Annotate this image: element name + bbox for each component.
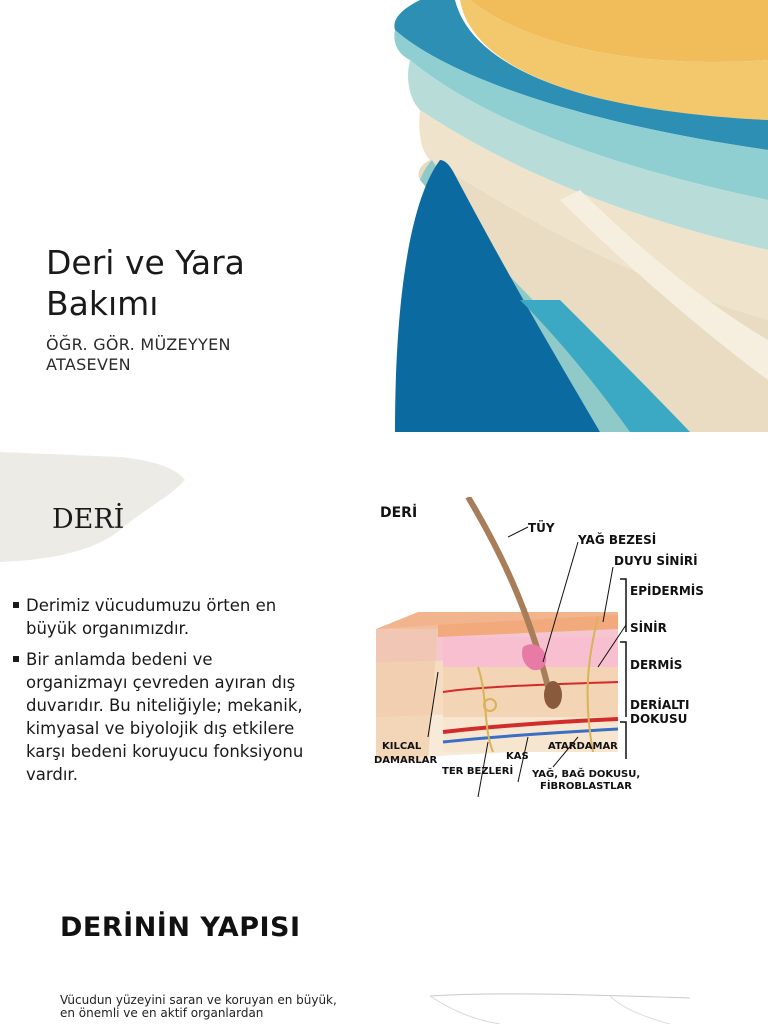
bullet-text: Derimiz vücudumuzu örten en büyük organımızdır.: [26, 596, 277, 638]
slide-title: DERİNİN YAPISI: [60, 912, 301, 943]
label-dermis: DERMİS: [630, 658, 683, 672]
bullet-square-icon: [13, 602, 19, 608]
bullet-square-icon: [13, 656, 19, 662]
skin-slide: [0, 432, 768, 864]
author-name: ÖĞR. GÖR. MÜZEYYEN ATASEVEN: [46, 335, 231, 374]
bullet-item: [12, 648, 312, 786]
slide-title: DERİ: [52, 504, 125, 535]
label-atardamar: ATARDAMAR: [548, 741, 618, 752]
label-kas: KAS: [506, 751, 529, 762]
presentation-title: Deri ve Yara Bakımı: [46, 243, 245, 323]
bullet-text: Bir anlamda bedeni ve organizmayı çevreden ayıran dış duvarıdır. Bu niteliğiyle; mekanik, kimyasal ve biyolojik dış etkilere karşı bedeni koruyucu fonksiyonu vardır.: [26, 650, 304, 784]
skin-anatomy-diagram: [368, 497, 768, 817]
label-derialti-2: DOKUSU: [630, 712, 688, 726]
label-derialti-1: DERİALTI: [630, 698, 690, 712]
bullet-list: [12, 594, 312, 794]
slide-body-text: Vücudun yüzeyini saran ve koruyan en büyük, en önemli ve en aktif organlardan: [60, 993, 337, 1020]
label-yag-bezesi: YAĞ BEZESİ: [578, 533, 657, 547]
title-slide: [0, 0, 768, 432]
decorative-sketch-lines: [410, 984, 710, 1024]
label-duyu-siniri: DUYU SİNİRİ: [614, 554, 698, 568]
label-sinir: SİNİR: [630, 621, 667, 635]
skin-structure-slide: [0, 864, 768, 1024]
label-kilcal-2: DAMARLAR: [374, 755, 438, 766]
label-yag-bag-2: FİBROBLASTLAR: [540, 781, 632, 792]
label-tuy: TÜY: [528, 521, 555, 535]
bullet-item: [12, 594, 312, 640]
label-kilcal-1: KILCAL: [382, 741, 422, 752]
diagram-title: DERİ: [380, 505, 418, 521]
label-yag-bag-1: YAĞ, BAĞ DOKUSU,: [532, 769, 641, 780]
label-ter-bezleri: TER BEZLERİ: [442, 766, 514, 777]
label-epidermis: EPİDERMİS: [630, 584, 704, 598]
